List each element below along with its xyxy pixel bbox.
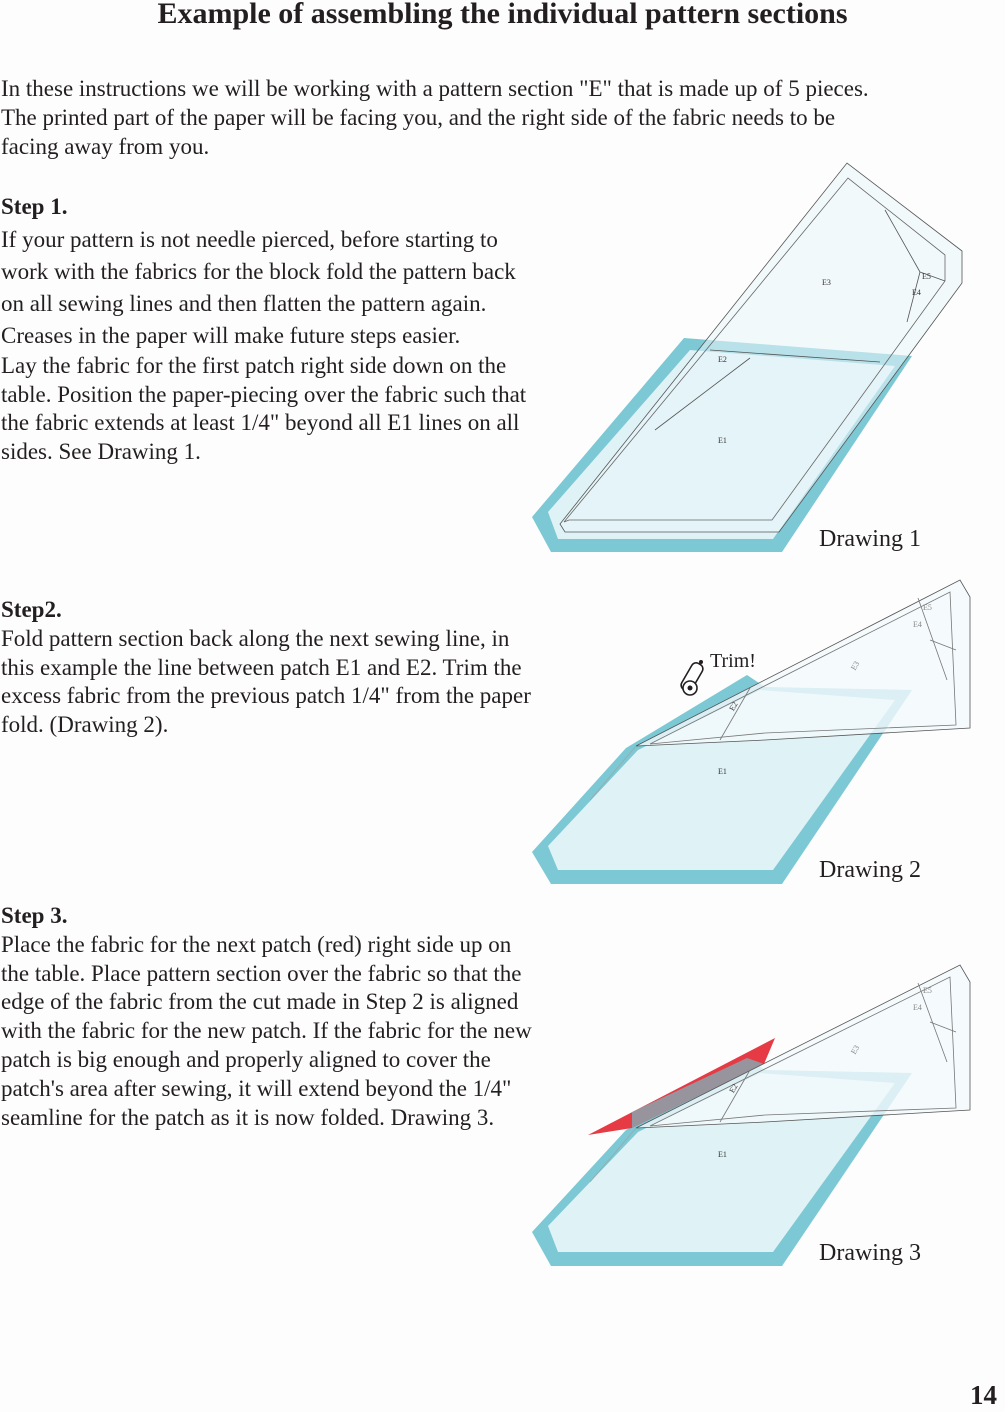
step-2-line: Fold pattern section back along the next sewing line, in bbox=[1, 625, 510, 651]
patch-label-e2: E2 bbox=[718, 355, 727, 364]
step-1-line: sides. See Drawing 1. bbox=[1, 439, 201, 465]
drawing-3-caption: Drawing 3 bbox=[819, 1240, 921, 1266]
step-3-line: the table. Place pattern section over the fabric so that the bbox=[1, 960, 522, 986]
step-3-line: edge of the fabric from the cut made in Step 2 is aligned bbox=[1, 989, 519, 1015]
patch-label-e1: E1 bbox=[718, 1150, 727, 1159]
trim-label: Trim! bbox=[710, 650, 756, 672]
step-3-heading: Step 3. bbox=[1, 903, 68, 928]
step-1-line: Lay the fabric for the first patch right side down on the bbox=[1, 352, 507, 378]
step-1-heading: Step 1. bbox=[1, 194, 68, 219]
patch-label-e3: E3 bbox=[849, 1043, 862, 1056]
step-2-line: this example the line between patch E1 and E2. Trim the bbox=[1, 654, 522, 680]
patch-label-e4: E4 bbox=[913, 620, 922, 629]
folded-paper-pattern bbox=[636, 965, 970, 1128]
step-1-line: work with the fabrics for the block fold the pattern back bbox=[1, 258, 516, 284]
step-1-line: on all sewing lines and then flatten the pattern again. bbox=[1, 290, 487, 316]
intro-line: In these instructions we will be working with a pattern section "E" that is made up of 5 pieces. bbox=[1, 76, 869, 101]
step-3-line: patch's area after sewing, it will extend beyond the 1/4" bbox=[1, 1075, 512, 1101]
patch-label-e5: E5 bbox=[922, 272, 931, 281]
patch-label-e4: E4 bbox=[913, 1003, 922, 1012]
step-1-line: the fabric extends at least 1/4" beyond all E1 lines on all bbox=[1, 410, 520, 436]
patch-label-e2: E2 bbox=[727, 1082, 740, 1095]
patch-label-e4: E4 bbox=[912, 288, 921, 297]
intro-line: facing away from you. bbox=[1, 134, 210, 159]
patch-label-e2: E2 bbox=[727, 700, 740, 713]
step-2-line: excess fabric from the previous patch 1/4" from the paper bbox=[1, 683, 531, 709]
step-1-line: table. Position the paper-piecing over the fabric such that bbox=[1, 381, 527, 407]
step-1-line: If your pattern is not needle pierced, before starting to bbox=[1, 226, 498, 252]
step-1-line: Creases in the paper will make future steps easier. bbox=[1, 322, 461, 348]
patch-label-e3: E3 bbox=[849, 659, 862, 672]
patch-label-e1: E1 bbox=[718, 436, 727, 445]
step-3-line: with the fabric for the new patch. If the fabric for the new bbox=[1, 1018, 532, 1044]
page-number: 14 bbox=[970, 1380, 997, 1410]
intro-line: The printed part of the paper will be facing you, and the right side of the fabric needs to be bbox=[1, 105, 836, 130]
step-3-line: patch is big enough and properly aligned to cover the bbox=[1, 1046, 491, 1072]
patch-label-e5: E5 bbox=[923, 603, 932, 612]
step-2-heading: Step2. bbox=[1, 597, 62, 622]
patch-label-e1: E1 bbox=[718, 767, 727, 776]
drawing-2-caption: Drawing 2 bbox=[819, 857, 921, 883]
page-title: Example of assembling the individual pattern sections bbox=[157, 0, 848, 30]
drawing-1-caption: Drawing 1 bbox=[819, 526, 921, 552]
patch-label-e5: E5 bbox=[923, 986, 932, 995]
patch-label-e3: E3 bbox=[822, 278, 831, 287]
step-3-line: seamline for the patch as it is now folded. Drawing 3. bbox=[1, 1104, 495, 1130]
step-2-line: fold. (Drawing 2). bbox=[1, 712, 169, 738]
step-3-line: Place the fabric for the next patch (red) right side up on bbox=[1, 931, 512, 957]
